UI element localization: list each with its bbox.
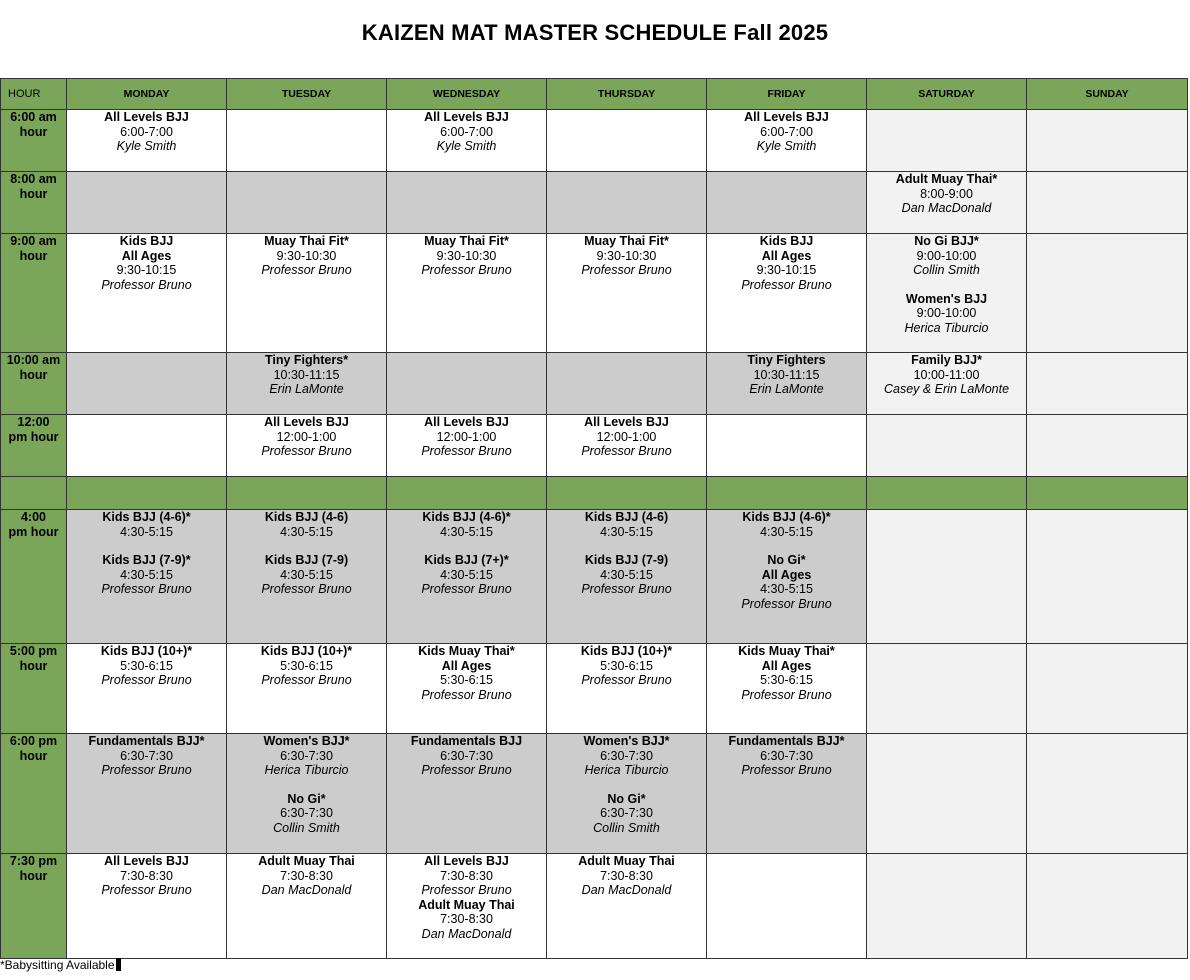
class-block [67, 553, 226, 597]
empty-cell [1027, 734, 1188, 854]
class-instructor: Dan MacDonald [421, 926, 512, 941]
class-block [67, 234, 226, 292]
day-header-sunday: SUNDAY [1027, 79, 1188, 110]
class-time: 4:30-5:15 [760, 524, 813, 539]
class-block [707, 644, 866, 702]
class-time: 6:00-7:00 [760, 124, 813, 139]
class-block [547, 854, 706, 898]
class-cell [387, 510, 547, 644]
class-block [227, 553, 386, 597]
separator-cell [67, 477, 227, 510]
empty-cell [1027, 172, 1188, 234]
hour-label [1, 644, 67, 734]
day-header-tuesday: TUESDAY [227, 79, 387, 110]
hour-label [1, 234, 67, 353]
class-instructor: Herica Tiburcio [264, 763, 349, 777]
text-cursor [116, 958, 121, 971]
class-time: 4:30-5:15 [280, 524, 333, 539]
class-cell [547, 510, 707, 644]
class-cell [387, 415, 547, 477]
class-name: Kids BJJ [759, 234, 814, 248]
class-block [387, 734, 546, 778]
class-cell [387, 854, 547, 959]
row-6pm [1, 734, 1188, 854]
class-time: 5:30-6:15 [120, 658, 173, 673]
hour-column-header: HOUR [1, 79, 67, 110]
class-time: 6:30-7:30 [600, 748, 653, 763]
class-cell [707, 234, 867, 353]
hour-label-line: 4:00 [20, 510, 47, 524]
hour-label-line: hour [19, 124, 48, 139]
day-header-saturday: SATURDAY [867, 79, 1027, 110]
separator-cell [547, 477, 707, 510]
hour-label [1, 734, 67, 854]
class-block [227, 734, 386, 778]
day-header-monday: MONDAY [67, 79, 227, 110]
class-time: 12:00-1:00 [436, 429, 497, 444]
class-instructor: Professor Bruno [741, 596, 832, 611]
class-name: Kids BJJ (4-6)* [422, 510, 511, 524]
class-instructor: Professor Bruno [421, 444, 512, 458]
class-time: 9:30-10:15 [756, 263, 817, 277]
class-cell [67, 734, 227, 854]
class-cell [67, 110, 227, 172]
class-cell [547, 234, 707, 353]
class-block [707, 510, 866, 539]
class-name: Muay Thai Fit* [584, 234, 669, 248]
hour-label-line: pm hour [8, 524, 59, 539]
class-time: 4:30-5:15 [120, 524, 173, 539]
class-name: Muay Thai Fit* [264, 234, 349, 248]
class-block [387, 898, 546, 942]
class-name: Muay Thai Fit* [424, 234, 509, 248]
class-name: All Levels BJJ [584, 415, 669, 429]
class-cell [387, 734, 547, 854]
class-time: 7:30-8:30 [600, 868, 653, 883]
class-name: Kids BJJ (7-9) [264, 553, 349, 567]
class-name: Kids BJJ (7-9) [584, 553, 669, 567]
hour-label-line: hour [19, 868, 48, 883]
hour-label [1, 854, 67, 959]
day-header-thursday: THURSDAY [547, 79, 707, 110]
class-name: No Gi BJJ* [914, 234, 979, 248]
class-time: 12:00-1:00 [276, 429, 337, 444]
class-instructor: Professor Bruno [421, 263, 512, 277]
class-time: 6:30-7:30 [760, 748, 813, 763]
class-cell [67, 234, 227, 353]
class-instructor: Kyle Smith [116, 139, 177, 153]
hour-label-line: 6:00 am [10, 110, 57, 124]
class-time: 4:30-5:15 [280, 567, 333, 582]
empty-cell [547, 110, 707, 172]
separator-cell [387, 477, 547, 510]
class-cell [67, 510, 227, 644]
class-block [67, 644, 226, 688]
class-time: 6:30-7:30 [280, 748, 333, 763]
empty-cell [707, 172, 867, 234]
day-header-friday: FRIDAY [707, 79, 867, 110]
empty-cell [1027, 353, 1188, 415]
separator-cell [867, 477, 1027, 510]
class-block [387, 415, 546, 459]
class-block [227, 353, 386, 397]
class-time: 7:30-8:30 [440, 912, 493, 926]
class-instructor: Professor Bruno [101, 883, 192, 897]
class-instructor: Professor Bruno [581, 263, 672, 277]
class-name: Fundamentals BJJ* [88, 734, 205, 748]
class-name: Adult Muay Thai [418, 897, 515, 912]
class-block [547, 234, 706, 278]
class-instructor: Collin Smith [593, 820, 660, 835]
empty-cell [67, 415, 227, 477]
class-block [387, 854, 546, 898]
class-name: Tiny Fighters* [264, 353, 349, 367]
class-time: 5:30-6:15 [280, 658, 333, 673]
class-time: 6:00-7:00 [440, 124, 493, 139]
class-cell [707, 644, 867, 734]
class-name: Fundamentals BJJ [410, 734, 523, 748]
class-instructor: Professor Bruno [101, 673, 192, 687]
hour-label-line: 8:00 am [10, 172, 57, 186]
class-instructor: Professor Bruno [261, 673, 352, 687]
class-time: 4:30-5:15 [120, 567, 173, 582]
class-time: 10:30-11:15 [753, 367, 820, 382]
class-time: 4:30-5:15 [600, 567, 653, 582]
class-time: 6:00-7:00 [120, 124, 173, 139]
class-name: Adult Muay Thai [578, 854, 675, 868]
class-name: All Levels BJJ [104, 854, 189, 868]
row-10am [1, 353, 1188, 415]
class-name: Kids BJJ (4-6) [264, 510, 349, 524]
empty-cell [1027, 644, 1188, 734]
class-block [707, 734, 866, 778]
class-block [547, 553, 706, 597]
class-block [227, 854, 386, 898]
class-block [227, 415, 386, 459]
class-name: Family BJJ* [911, 353, 982, 367]
empty-cell [227, 110, 387, 172]
class-name: All Levels BJJ [424, 854, 509, 868]
class-time: 12:00-1:00 [596, 429, 657, 444]
class-name: No Gi* [607, 791, 646, 806]
class-cell [67, 644, 227, 734]
class-name: Kids BJJ (10+)* [260, 644, 353, 658]
class-level: All Ages [121, 248, 172, 263]
class-cell [227, 734, 387, 854]
separator-cell [227, 477, 387, 510]
page-title: KAIZEN MAT MASTER SCHEDULE Fall 2025 [361, 20, 829, 45]
row-6am [1, 110, 1188, 172]
class-instructor: Professor Bruno [101, 763, 192, 777]
hour-label-line: hour [19, 658, 48, 673]
class-cell [227, 415, 387, 477]
class-level: All Ages [761, 567, 812, 582]
empty-cell [867, 854, 1027, 959]
class-instructor: Casey & Erin LaMonte [883, 382, 1010, 396]
class-instructor: Herica Tiburcio [904, 320, 989, 335]
empty-cell [387, 353, 547, 415]
class-block [547, 792, 706, 836]
class-name: Adult Muay Thai [258, 854, 355, 868]
class-name: Kids BJJ (7-9)* [102, 553, 191, 567]
class-time: 5:30-6:15 [440, 673, 493, 687]
separator-row [1, 477, 1188, 510]
class-cell [707, 734, 867, 854]
class-block [227, 510, 386, 539]
hour-label-line: 9:00 am [10, 234, 57, 248]
class-name: Kids Muay Thai* [418, 644, 515, 658]
class-name: Kids BJJ (7+)* [424, 553, 509, 567]
empty-cell [1027, 110, 1188, 172]
class-block [547, 510, 706, 539]
empty-cell [1027, 510, 1188, 644]
hour-label-line: 12:00 [17, 415, 50, 429]
class-cell [67, 854, 227, 959]
class-name: Kids BJJ (10+)* [100, 644, 193, 658]
class-cell [547, 415, 707, 477]
hour-label-line: 10:00 am [6, 353, 61, 367]
separator-cell [1, 477, 67, 510]
class-name: Kids BJJ (4-6) [584, 510, 669, 524]
class-block [387, 110, 546, 154]
class-time: 9:30-10:30 [436, 248, 497, 263]
hour-label-line: hour [19, 248, 48, 263]
class-block [387, 553, 546, 597]
empty-cell [1027, 854, 1188, 959]
class-instructor: Erin LaMonte [749, 382, 824, 396]
class-instructor: Professor Bruno [421, 763, 512, 777]
class-name: All Levels BJJ [424, 415, 509, 429]
class-time: 6:30-7:30 [280, 806, 333, 820]
class-time: 7:30-8:30 [280, 868, 333, 883]
empty-cell [547, 172, 707, 234]
class-time: 4:30-5:15 [440, 524, 493, 539]
class-instructor: Professor Bruno [261, 582, 352, 596]
class-time: 4:30-5:15 [760, 582, 813, 596]
hour-label-line: hour [19, 367, 48, 382]
class-time: 9:00-10:00 [916, 306, 977, 320]
class-block [867, 172, 1026, 216]
empty-cell [547, 353, 707, 415]
class-instructor: Professor Bruno [261, 263, 352, 277]
class-block [707, 353, 866, 397]
class-block [707, 110, 866, 154]
hour-label-line: 7:30 pm [9, 854, 58, 868]
class-block [67, 854, 226, 898]
class-name: Women's BJJ* [263, 734, 350, 748]
class-cell [227, 854, 387, 959]
class-cell [547, 644, 707, 734]
row-12pm [1, 415, 1188, 477]
class-name: Kids BJJ (10+)* [580, 644, 673, 658]
class-instructor: Professor Bruno [101, 582, 192, 596]
empty-cell [1027, 234, 1188, 353]
class-time: 5:30-6:15 [760, 673, 813, 687]
class-block [707, 234, 866, 292]
class-time: 7:30-8:30 [440, 868, 493, 883]
class-cell [547, 854, 707, 959]
hour-label [1, 110, 67, 172]
class-instructor: Professor Bruno [421, 687, 512, 702]
separator-cell [707, 477, 867, 510]
class-name: All Levels BJJ [424, 110, 509, 124]
hour-label-line: pm hour [8, 429, 59, 444]
class-block [67, 510, 226, 539]
class-instructor: Dan MacDonald [261, 883, 352, 897]
hour-label [1, 415, 67, 477]
hour-label [1, 172, 67, 234]
empty-cell [867, 644, 1027, 734]
class-instructor: Professor Bruno [261, 444, 352, 458]
empty-cell [867, 415, 1027, 477]
class-cell [227, 510, 387, 644]
class-instructor: Professor Bruno [421, 883, 512, 897]
class-time: 10:00-11:00 [913, 367, 980, 382]
class-name: No Gi* [767, 553, 806, 567]
class-cell [867, 172, 1027, 234]
row-9am [1, 234, 1188, 353]
class-time: 5:30-6:15 [600, 658, 653, 673]
class-time: 8:00-9:00 [920, 186, 973, 201]
class-instructor: Herica Tiburcio [584, 763, 669, 777]
class-instructor: Professor Bruno [421, 582, 512, 596]
row-730pm [1, 854, 1188, 959]
class-time: 4:30-5:15 [440, 567, 493, 582]
footnote [0, 958, 121, 972]
row-5pm [1, 644, 1188, 734]
row-4pm [1, 510, 1188, 644]
class-time: 9:30-10:30 [276, 248, 337, 263]
class-block [547, 644, 706, 688]
class-cell [387, 644, 547, 734]
class-instructor: Professor Bruno [581, 444, 672, 458]
class-instructor: Professor Bruno [581, 582, 672, 596]
class-instructor: Dan MacDonald [581, 883, 672, 897]
class-block [227, 234, 386, 278]
empty-cell [867, 734, 1027, 854]
class-time: 10:30-11:15 [273, 367, 340, 382]
class-time: 6:30-7:30 [120, 748, 173, 763]
class-block [547, 734, 706, 778]
class-name: Women's BJJ* [583, 734, 670, 748]
footnote-text: *Babysitting Available [0, 958, 115, 972]
class-instructor: Professor Bruno [741, 687, 832, 702]
class-time: 4:30-5:15 [600, 524, 653, 539]
class-time: 9:30-10:15 [116, 263, 177, 277]
class-time: 9:00-10:00 [916, 248, 977, 263]
class-name: Kids BJJ [119, 234, 174, 248]
class-cell [707, 353, 867, 415]
class-block [227, 644, 386, 688]
class-time: 7:30-8:30 [120, 868, 173, 883]
class-block [707, 553, 866, 611]
class-level: All Ages [761, 658, 812, 673]
class-instructor: Professor Bruno [741, 763, 832, 777]
empty-cell [707, 415, 867, 477]
class-name: Women's BJJ [905, 291, 988, 306]
class-instructor: Professor Bruno [741, 277, 832, 292]
class-instructor: Collin Smith [913, 263, 980, 277]
class-name: Adult Muay Thai* [895, 172, 998, 186]
empty-cell [1027, 415, 1188, 477]
class-instructor: Collin Smith [273, 820, 340, 835]
class-name: Kids Muay Thai* [738, 644, 835, 658]
class-instructor: Kyle Smith [756, 139, 817, 153]
class-level: All Ages [761, 248, 812, 263]
class-instructor: Professor Bruno [581, 673, 672, 687]
class-block [867, 292, 1026, 336]
class-cell [227, 234, 387, 353]
empty-cell [867, 110, 1027, 172]
class-instructor: Dan MacDonald [901, 201, 992, 215]
class-block [67, 110, 226, 154]
class-instructor: Erin LaMonte [269, 382, 344, 396]
class-name: Tiny Fighters [747, 353, 826, 367]
class-name: All Levels BJJ [104, 110, 189, 124]
day-header-wednesday: WEDNESDAY [387, 79, 547, 110]
class-cell [227, 353, 387, 415]
class-cell [867, 234, 1027, 353]
class-cell [227, 644, 387, 734]
header-row [1, 79, 1188, 110]
empty-cell [707, 854, 867, 959]
hour-label [1, 353, 67, 415]
class-name: All Levels BJJ [264, 415, 349, 429]
class-block [67, 734, 226, 778]
hour-label-line: hour [19, 748, 48, 763]
row-8am [1, 172, 1188, 234]
hour-label-line: hour [19, 186, 48, 201]
class-block [867, 353, 1026, 397]
class-cell [547, 734, 707, 854]
separator-cell [1027, 477, 1188, 510]
class-name: Kids BJJ (4-6)* [102, 510, 191, 524]
hour-label [1, 510, 67, 644]
class-block [387, 644, 546, 702]
hour-label-line: 6:00 pm [9, 734, 58, 748]
class-cell [387, 110, 547, 172]
class-block [227, 792, 386, 836]
empty-cell [227, 172, 387, 234]
class-block [547, 415, 706, 459]
class-cell [707, 510, 867, 644]
empty-cell [387, 172, 547, 234]
class-block [387, 234, 546, 278]
class-name: Kids BJJ (4-6)* [742, 510, 831, 524]
class-level: All Ages [441, 658, 492, 673]
empty-cell [867, 510, 1027, 644]
class-name: All Levels BJJ [744, 110, 829, 124]
class-cell [387, 234, 547, 353]
class-name: Fundamentals BJJ* [728, 734, 845, 748]
class-block [867, 234, 1026, 278]
hour-label-line: 5:00 pm [9, 644, 58, 658]
class-cell [867, 353, 1027, 415]
class-instructor: Kyle Smith [436, 139, 497, 153]
class-instructor: Professor Bruno [101, 277, 192, 292]
class-name: No Gi* [287, 791, 326, 806]
class-block [387, 510, 546, 539]
empty-cell [67, 172, 227, 234]
class-time: 6:30-7:30 [440, 748, 493, 763]
class-cell [707, 110, 867, 172]
empty-cell [67, 353, 227, 415]
class-time: 9:30-10:30 [596, 248, 657, 263]
class-time: 6:30-7:30 [600, 806, 653, 820]
schedule-table [0, 78, 1188, 959]
